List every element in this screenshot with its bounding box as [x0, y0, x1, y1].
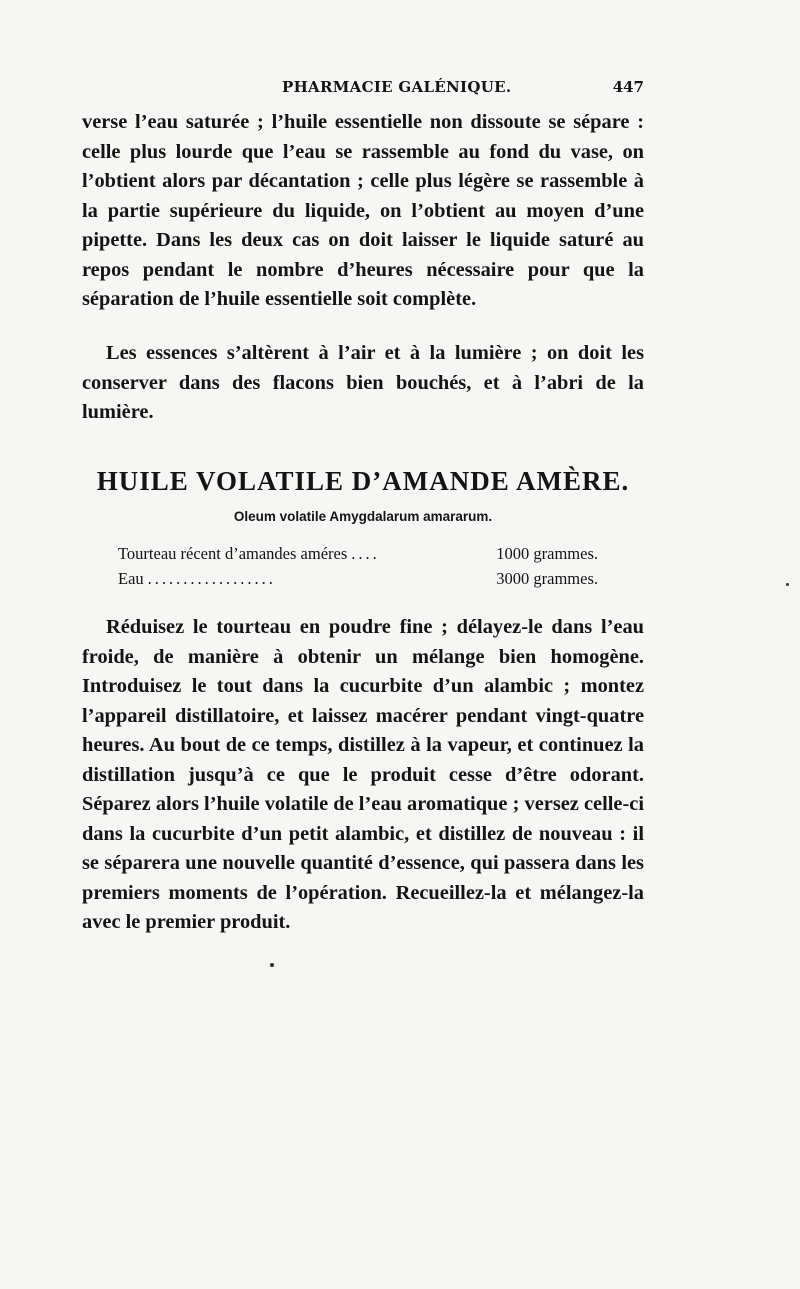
running-head: [82, 78, 644, 100]
book-page: [82, 0, 644, 1289]
section-subheading: Oleum volatile Amygdalarum amararum.: [233, 509, 493, 524]
recipe-leader-dots: ....: [351, 544, 380, 563]
recipe-ingredient: Tourteau récent d’amandes améres: [118, 544, 348, 563]
recipe-list: [118, 544, 598, 594]
recipe-leader-dots: ..................: [147, 569, 276, 588]
recipe-row: [118, 544, 598, 569]
section-heading: HUILE VOLATILE D’AMANDE AMÈRE.: [96, 466, 630, 496]
paragraph-3: [82, 613, 644, 938]
paragraph-2: [82, 339, 644, 428]
paragraph-1: [82, 108, 644, 315]
running-head-title: PHARMACIE GALÉNIQUE.: [282, 78, 512, 96]
recipe-quantity: 1000 grammes.: [496, 544, 598, 563]
paragraph-2-text: Les essences s’altèrent à l’air et à la lumière ; on doit les conserver dans des flacons bien bouchés, et à l’abri de la lumière.: [82, 342, 644, 423]
page-number: 447: [612, 78, 644, 96]
recipe-ingredient: Eau: [118, 569, 144, 588]
ink-speck-mark: [786, 583, 789, 586]
paragraph-3-text: Réduisez le tourteau en poudre fine ; délayez-le dans l’eau froide, de manière à obtenir un mélange bien homogène. Introduisez le tout dans la cucurbite d’un alambic ; montez l’appareil distillatoire, et laissez macérer pendant vingt-quatre heures. Au bout de ce temps, distillez à la vapeur, et continuez la distillation jusqu’à ce que le produit cesse d’être odorant. Séparez alors l’huile volatile de l’eau aromatique ; versez celle-ci dans la cucurbite d’un petit alambic, et distillez de nouveau : il se séparera une nouvelle quantité d’essence, qui passera dans les premiers moments de l’opération. Recueillez-la et mélangez-la avec le premier produit.: [82, 616, 644, 933]
paragraph-1-text: verse l’eau saturée ; l’huile essentielle non dissoute se sépare : celle plus lourde que l’eau se rassemble au fond du vase, on l’obtient alors par décantation ; celle plus légère se rassemble à la partie supérieure du liquide, on l’obtient au moyen d’une pipette. Dans les deux cas on doit laisser le liquide saturé au repos pendant le nombre d’heures nécessaire pour que la séparation de l’huile essentielle soit complète.: [82, 111, 644, 310]
recipe-row: [118, 569, 598, 594]
recipe-quantity: 3000 grammes.: [496, 569, 598, 588]
ink-speck-mark: [270, 963, 274, 967]
